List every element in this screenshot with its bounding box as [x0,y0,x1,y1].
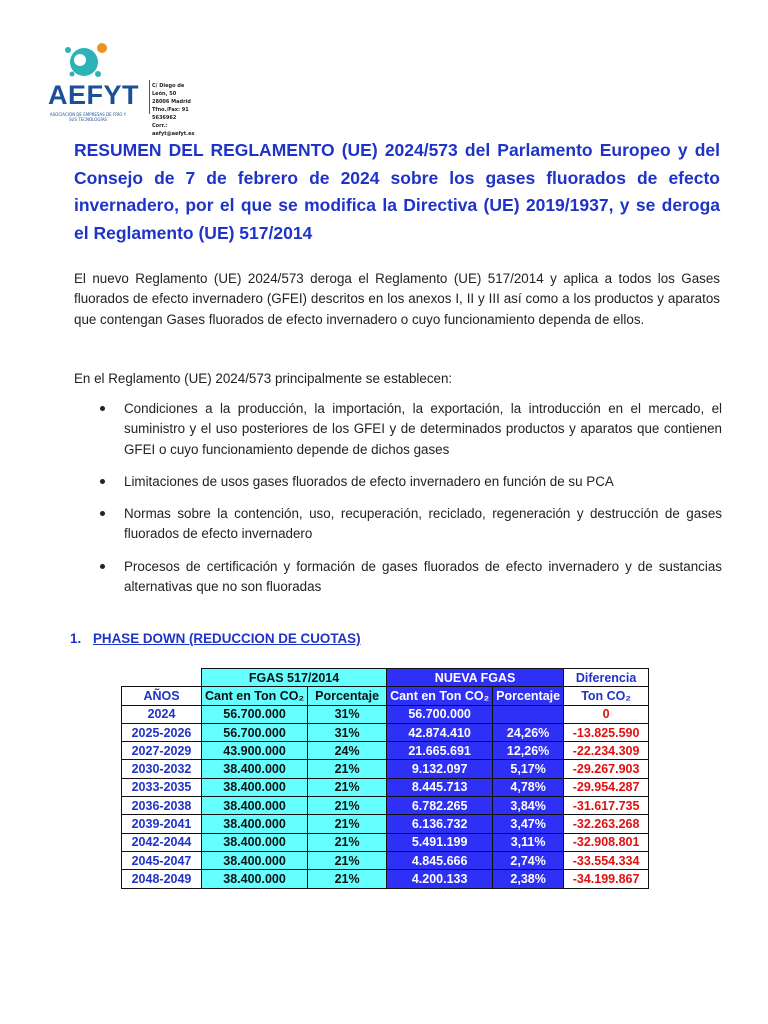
bullet-text: Normas sobre la contención, uso, recuperación, reciclado, regeneración y destrucción de gases fluorados de efecto invernadero [124,506,722,542]
cell-new-pct: 3,47% [493,815,564,833]
address-line: Tfno./Fax: 91 5636962 [152,107,189,121]
bullet-dot-icon [100,564,105,569]
cell-years: 2039-2041 [122,815,202,833]
cell-new-cant: 6.782.265 [387,797,493,815]
table-row [122,760,649,778]
table-group-header-row [122,669,649,687]
col-header-new-pct: Porcentaje [493,687,564,705]
cell-new-cant: 6.136.732 [387,815,493,833]
logo-droplet-icon [44,42,124,82]
address-line: C/ Diego de León, 50 [152,83,185,97]
address-divider [149,80,150,114]
cell-diff: -34.199.867 [564,870,649,888]
table-row [122,778,649,796]
group-header-diff: Diferencia [564,669,649,687]
col-header-old-cant: Cant en Ton CO₂ [202,687,308,705]
table-corner-cell [122,669,202,687]
cell-new-pct: 2,74% [493,851,564,869]
table-row [122,742,649,760]
cell-years: 2048-2049 [122,870,202,888]
cell-new-cant: 42.874.410 [387,723,493,741]
cell-years: 2042-2044 [122,833,202,851]
cell-diff: -29.267.903 [564,760,649,778]
bullet-item [100,557,722,598]
table-row [122,851,649,869]
table-row [122,833,649,851]
bullet-dot-icon [100,479,105,484]
col-header-years: AÑOS [122,687,202,705]
cell-new-pct: 2,38% [493,870,564,888]
table-body [122,705,649,888]
document-title: RESUMEN DEL REGLAMENTO (UE) 2024/573 del Parlamento Europeo y del Consejo de 7 de febrero de 2024 sobre los gases fluorados de efecto invernadero, por el que se modifica la Directiva (UE) 2019/1937, y se deroga el Reglamento (UE) 517/2014 [74,140,720,243]
cell-new-pct: 24,26% [493,723,564,741]
cell-old-pct: 31% [308,723,387,741]
bullet-item [100,472,722,492]
col-header-new-cant: Cant en Ton CO₂ [387,687,493,705]
cell-years: 2027-2029 [122,742,202,760]
cell-new-pct: 3,11% [493,833,564,851]
cell-new-cant: 56.700.000 [387,705,493,723]
bullet-text: Condiciones a la producción, la importación, la exportación, la introducción en el mercado, el suministro y el uso posteriores de los GFEI y de determinados productos y aparatos que contienen GFEI o cuyo funcionamiento depende de dichos gases [124,401,722,457]
cell-old-cant: 38.400.000 [202,797,308,815]
cell-old-cant: 38.400.000 [202,870,308,888]
cell-new-pct: 3,84% [493,797,564,815]
intro-paragraph: El nuevo Reglamento (UE) 2024/573 deroga el Reglamento (UE) 517/2014 y aplica a todos los Gases fluorados de efecto invernadero (GFEI) descritos en los anexos I, II y III así como a los productos y aparatos que contengan Gases fluorados de efecto invernadero o cuyo funcionamiento dependa de ellos. [74,271,720,327]
col-header-old-pct: Porcentaje [308,687,387,705]
cell-years: 2045-2047 [122,851,202,869]
cell-new-cant: 5.491.199 [387,833,493,851]
bullet-dot-icon [100,406,105,411]
cell-new-pct: 4,78% [493,778,564,796]
cell-years: 2036-2038 [122,797,202,815]
cell-new-cant: 4.200.133 [387,870,493,888]
cell-old-pct: 21% [308,870,387,888]
bullet-text: Limitaciones de usos gases fluorados de efecto invernadero en función de su PCA [124,473,614,489]
cell-diff: -29.954.287 [564,778,649,796]
cell-old-pct: 21% [308,760,387,778]
cell-new-cant: 9.132.097 [387,760,493,778]
phase-down-table [121,668,649,889]
table-row [122,815,649,833]
aefyt-logo [44,42,195,137]
cell-diff: 0 [564,705,649,723]
cell-old-pct: 21% [308,797,387,815]
cell-old-pct: 24% [308,742,387,760]
table-row [122,797,649,815]
cell-new-pct: 12,26% [493,742,564,760]
section-number: 1. [70,631,82,646]
cell-diff: -31.617.735 [564,797,649,815]
section-title: PHASE DOWN (REDUCCION DE CUOTAS) [93,631,361,646]
cell-years: 2033-2035 [122,778,202,796]
cell-old-pct: 21% [308,833,387,851]
cell-diff: -22.234.309 [564,742,649,760]
cell-new-cant: 4.845.666 [387,851,493,869]
cell-old-pct: 31% [308,705,387,723]
cell-new-pct: 5,17% [493,760,564,778]
cell-old-pct: 21% [308,815,387,833]
establish-paragraph: En el Reglamento (UE) 2024/573 principalmente se establecen: [74,371,453,386]
cell-old-cant: 38.400.000 [202,851,308,869]
logo-subtitle: ASOCIACIÓN DE EMPRESAS DE FRÍO Y SUS TECNOLOGÍAS [49,112,127,122]
cell-new-cant: 21.665.691 [387,742,493,760]
cell-years: 2024 [122,705,202,723]
address-line: Corr.: aefyt@aefyt.es [152,123,195,137]
cell-new-pct [493,705,564,723]
cell-old-cant: 38.400.000 [202,833,308,851]
cell-years: 2025-2026 [122,723,202,741]
cell-diff: -32.908.801 [564,833,649,851]
cell-old-cant: 56.700.000 [202,705,308,723]
cell-old-cant: 56.700.000 [202,723,308,741]
bullet-list [100,399,722,597]
cell-old-pct: 21% [308,851,387,869]
bullet-dot-icon [100,511,105,516]
address-block [152,82,194,138]
group-header-fgas-old: FGAS 517/2014 [202,669,387,687]
cell-old-cant: 43.900.000 [202,742,308,760]
cell-old-pct: 21% [308,778,387,796]
logo-text: AEFYT [48,80,140,110]
table-column-header-row [122,687,649,705]
bullet-text: Procesos de certificación y formación de gases fluorados de efecto invernadero y de sustancias alternativas que no son fluoradas [124,558,722,595]
group-header-fgas-new: NUEVA FGAS [387,669,564,687]
address-line: 28006 Madrid [152,99,191,105]
col-header-diff: Ton CO₂ [564,687,649,705]
table-row [122,870,649,888]
cell-diff: -33.554.334 [564,851,649,869]
bullet-item [100,399,722,460]
cell-old-cant: 38.400.000 [202,778,308,796]
cell-new-cant: 8.445.713 [387,778,493,796]
table-row [122,705,649,723]
cell-old-cant: 38.400.000 [202,760,308,778]
cell-years: 2030-2032 [122,760,202,778]
table-row [122,723,649,741]
bullet-item [100,504,722,545]
cell-diff: -13.825.590 [564,723,649,741]
section-heading [70,631,361,646]
cell-diff: -32.263.268 [564,815,649,833]
cell-old-cant: 38.400.000 [202,815,308,833]
